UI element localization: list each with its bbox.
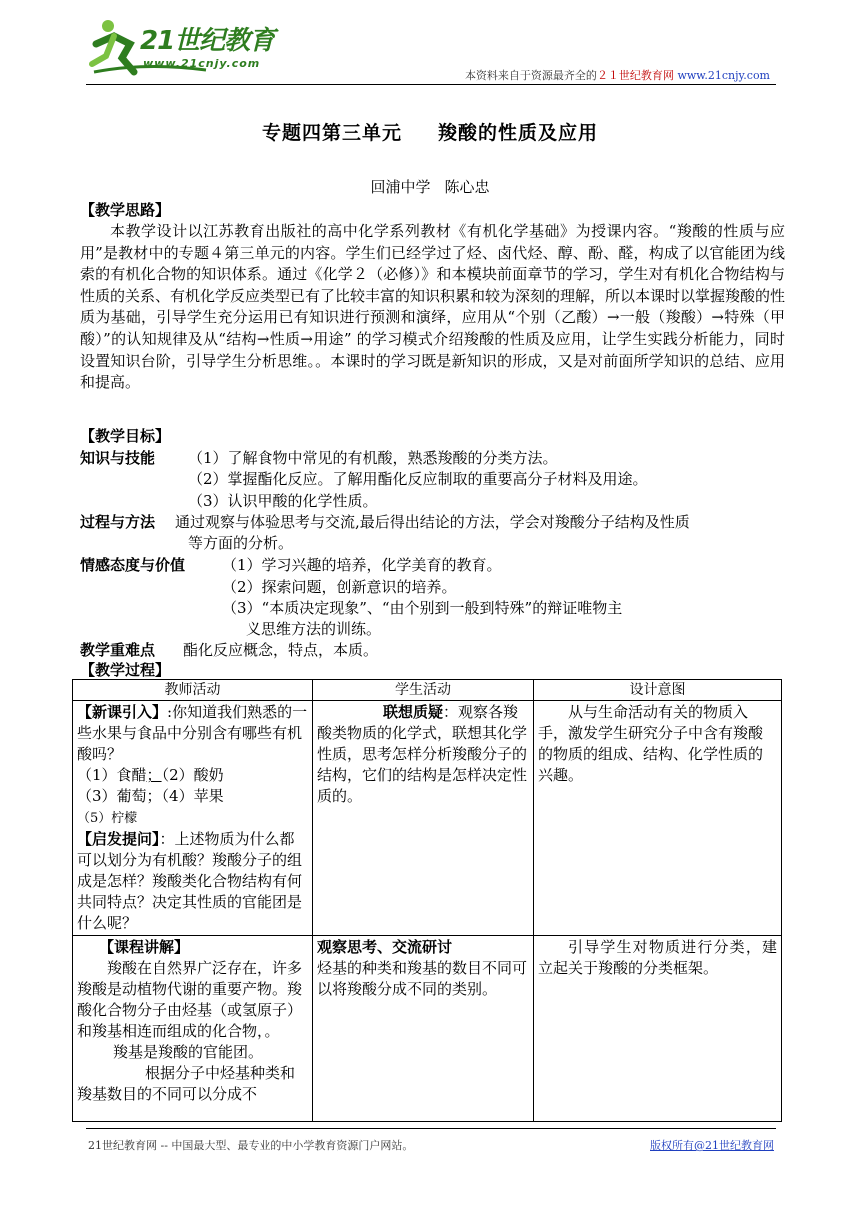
key-label: 教学重难点 bbox=[80, 641, 156, 659]
header-note-highlight: ２１世纪教育网 bbox=[596, 69, 674, 82]
header-note bbox=[465, 67, 770, 83]
footer-text: 21世纪教育网 -- 中国最大型、最专业的中小学教育资源门户网站。 bbox=[88, 1139, 414, 1152]
logo-text: 21世纪教育 bbox=[140, 26, 275, 56]
lecture-tag: 【课程讲解】 bbox=[99, 938, 190, 956]
student-text: ：观察各羧酸类物质的化学式，联想其化学性质，思考怎样分析羧酸分子的结构，它们的结构是怎样决定性质的。 bbox=[317, 703, 528, 805]
design-cell: 从与生命活动有关的物质入手，激发学生研究分子中含有羧酸的物质的组成、结构、化学性质的兴趣。 bbox=[534, 701, 782, 936]
teacher-cell bbox=[73, 701, 313, 936]
logo-url: www.21cnjy.com bbox=[143, 57, 261, 70]
footer-divider bbox=[86, 1128, 776, 1129]
title-part1: 专题四第三单元 bbox=[261, 122, 402, 144]
student-tag: 联想质疑 bbox=[383, 703, 444, 721]
footer-link[interactable]: 版权所有@21世纪教育网 bbox=[650, 1139, 774, 1152]
emotion-item: （1）学习兴趣的培养，化学美育的教育。 bbox=[222, 556, 502, 574]
question-text: ：上述物质为什么都可以划分为有机酸？羧酸分子的组成是怎样？羧酸类化合物结构有何共同特点？决定其性质的官能团是什么呢？ bbox=[77, 830, 303, 932]
section-heading-process: 【教学过程】 bbox=[80, 661, 171, 679]
knowledge-label: 知识与技能 bbox=[80, 449, 156, 467]
teacher-cell bbox=[73, 936, 313, 1122]
header-divider bbox=[86, 84, 776, 85]
section-heading-thinking: 【教学思路】 bbox=[80, 201, 171, 219]
fruit-list-item: （2）酸奶 bbox=[161, 766, 224, 784]
table-header-cell: 教师活动 bbox=[73, 680, 313, 701]
table-header-cell: 学生活动 bbox=[313, 680, 534, 701]
fruit-list-sep: ； bbox=[146, 766, 162, 784]
table-header-row bbox=[73, 680, 782, 701]
process-label: 过程与方法 bbox=[80, 513, 156, 531]
emotion-item-cont: 义思维方法的训练。 bbox=[246, 620, 382, 638]
table-header-cell: 设计意图 bbox=[534, 680, 782, 701]
knowledge-item: （2）掌握酯化反应。了解用酯化反应制取的重要高分子材料及用途。 bbox=[188, 470, 648, 488]
fruit-list-item: （3）葡萄；（4）苹果 bbox=[77, 787, 224, 805]
lecture-paragraph: 羧酸在自然界广泛存在，许多羧酸是动植物代谢的重要产物。羧酸化合物分子由烃基（或氢原子）和羧基相连而组成的化合物，。 bbox=[77, 959, 303, 1040]
knowledge-item: （3）认识甲酸的化学性质。 bbox=[188, 492, 378, 510]
author-name: 陈心忠 bbox=[444, 178, 490, 196]
student-cell bbox=[313, 701, 534, 936]
title-part2: 羧酸的性质及应用 bbox=[438, 122, 599, 144]
header-note-prefix: 本资料来自于资源最齐全的 bbox=[464, 69, 597, 82]
fruit-list-item: （5）柠檬 bbox=[77, 811, 138, 826]
key-text: 酯化反应概念，特点，本质。 bbox=[183, 641, 379, 659]
author-line bbox=[0, 176, 860, 197]
student-tag: 观察思考、交流研讨 bbox=[317, 938, 453, 956]
question-tag: 【启发提问】 bbox=[77, 830, 160, 848]
process-text: 通过观察与体验思考与交流,最后得出结论的方法，学会对羧酸分子结构及性质 bbox=[175, 513, 690, 531]
process-table bbox=[72, 679, 782, 1122]
intro-tag: 【新课引入】 bbox=[77, 703, 168, 721]
thinking-paragraph: 本教学设计以江苏教育出版社的高中化学系列教材《有机化学基础》为授课内容。“羧酸的性质与应用”是教材中的专题４第三单元的内容。学生们已经学过了烃、卤代烃、醇、酚、醛，构成了以官能团为线索的有机化合物的知识体系。通过《化学２（必修）》和本模块前面章节的学习，学生对有机化合物结构与性质的关系、有机化学反应类型已有了比较丰富的知识积累和较为深刻的理解，所以本课时以掌握羧酸的性质为基础，引导学生充分运用已有知识进行预测和演绎，应用从“个别（乙酸）→一般（羧酸）→特殊（甲酸）”的认知规律及从“结构→性质→用途” 的学习模式介绍羧酸的性质及应用，让学生实践分析能力，同时设置知识台阶，引导学生分析思维。。本课时的学习既是新知识的形成，又是对前面所学知识的总结、应用和提高。 bbox=[80, 222, 786, 392]
student-text: 烃基的种类和羧基的数目不同可以将羧酸分成不同的类别。 bbox=[317, 959, 528, 998]
table-row bbox=[73, 936, 782, 1122]
page-title bbox=[0, 118, 860, 145]
knowledge-item: （1）了解食物中常见的有机酸，熟悉羧酸的分类方法。 bbox=[188, 449, 558, 467]
emotion-item: （2）探索问题，创新意识的培养。 bbox=[222, 578, 457, 596]
student-cell bbox=[313, 936, 534, 1122]
fruit-list-item: （1）食醋 bbox=[77, 766, 147, 784]
header-link[interactable]: www.21cnjy.com bbox=[677, 69, 770, 82]
emotion-item: （3）“本质决定现象”、“由个别到一般到特殊”的辩证唯物主 bbox=[222, 599, 623, 617]
emotion-label: 情感态度与价值 bbox=[80, 556, 186, 574]
intro-text: :你知道我们熟悉的一些水果与食品中分别含有哪些有机酸吗？ bbox=[77, 703, 308, 763]
lecture-paragraph: 羧基是羧酸的官能团。 bbox=[113, 1043, 264, 1061]
section-heading-goals: 【教学目标】 bbox=[80, 427, 171, 445]
author-school: 回浦中学 bbox=[370, 178, 431, 196]
design-cell: 引导学生对物质进行分类，建立起关于羧酸的分类框架。 bbox=[534, 936, 782, 1122]
table-row bbox=[73, 701, 782, 936]
lecture-paragraph: 根据分子中烃基种类和羧基数目的不同可以分成不 bbox=[77, 1064, 296, 1103]
process-text-cont: 等方面的分析。 bbox=[188, 534, 294, 552]
